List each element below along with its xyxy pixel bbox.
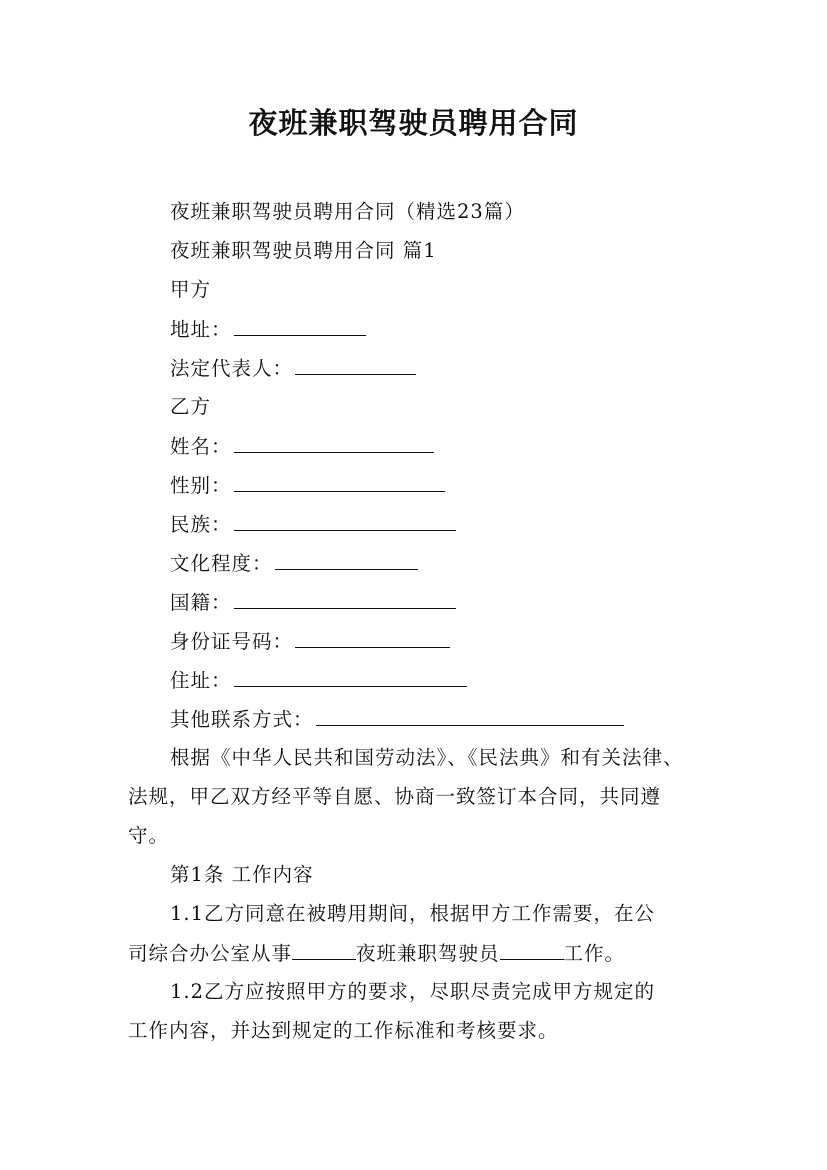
party-b-label: 乙方: [170, 395, 212, 418]
field-legal-representative: [170, 348, 416, 387]
preamble-line: 守。: [128, 824, 170, 847]
field-label: 地址：: [170, 318, 232, 341]
clause-text: 司综合办公室从事: [128, 942, 293, 965]
field-label: 文化程度：: [170, 552, 273, 575]
fill-in-blank: [292, 933, 356, 960]
preamble-line: 根据《中华人民共和国劳动法》、《民法典》和有关法律、: [170, 746, 684, 769]
field-residence: [170, 660, 467, 699]
fill-in-blank: [295, 348, 416, 375]
clause-line: 1.1乙方同意在被聘用期间，根据甲方工作需要，在公: [170, 902, 656, 925]
field-nationality: [170, 582, 456, 621]
fill-in-blank: [295, 621, 450, 648]
field-other-contact: [170, 699, 624, 738]
field-label: 姓名：: [170, 435, 232, 458]
field-label: 身份证号码：: [170, 630, 294, 653]
field-label: 住址：: [170, 669, 232, 692]
fill-in-blank: [275, 543, 418, 570]
clause-line: [128, 933, 625, 972]
fill-in-blank: [234, 504, 456, 531]
fill-in-blank: [234, 426, 434, 453]
document-title: 夜班兼职驾驶员聘用合同: [248, 106, 579, 140]
field-id-number: [170, 621, 450, 660]
fill-in-blank: [234, 582, 456, 609]
fill-in-blank: [234, 660, 467, 687]
clause-text: 工作。: [563, 942, 626, 965]
field-ethnicity: [170, 504, 456, 543]
party-a-label: 甲方: [170, 278, 212, 301]
clause-line: 工作内容，并达到规定的工作标准和考核要求。: [128, 1019, 559, 1042]
field-label: 法定代表人：: [170, 357, 294, 380]
field-label: 其他联系方式：: [170, 708, 314, 731]
preamble-line: 法规，甲乙双方经平等自愿、协商一致签订本合同，共同遵: [128, 785, 662, 808]
field-label: 民族：: [170, 513, 232, 536]
field-address: [170, 309, 366, 348]
section-heading: 夜班兼职驾驶员聘用合同 篇1: [170, 239, 437, 262]
field-label: 国籍：: [170, 591, 232, 614]
article-heading: 第1条 工作内容: [170, 863, 314, 886]
field-label: 性别：: [170, 474, 232, 497]
fill-in-blank: [500, 933, 564, 960]
document-subtitle: 夜班兼职驾驶员聘用合同（精选23篇）: [170, 200, 525, 223]
fill-in-blank: [234, 465, 445, 492]
field-education: [170, 543, 418, 582]
fill-in-blank: [234, 309, 366, 336]
fill-in-blank: [316, 699, 624, 726]
clause-fill-value: 夜班兼职驾驶员: [356, 942, 500, 965]
field-gender: [170, 465, 445, 504]
field-name: [170, 426, 434, 465]
clause-line: 1.2乙方应按照甲方的要求，尽职尽责完成甲方规定的: [170, 980, 656, 1003]
